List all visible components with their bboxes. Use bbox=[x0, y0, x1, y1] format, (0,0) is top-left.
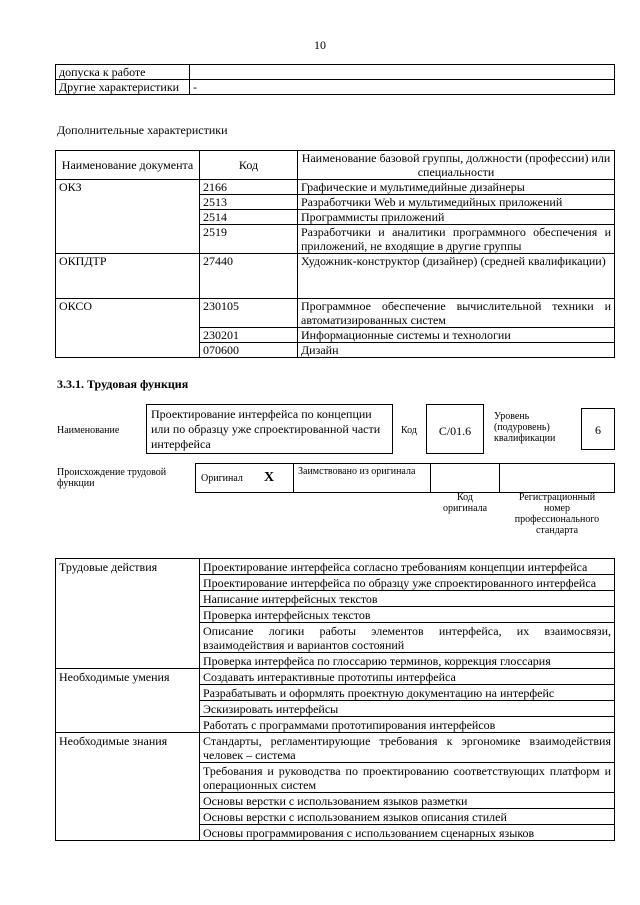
function-name: Проектирование интерфейса по концепции или по образцу уже спроектированной части интерфейса bbox=[151, 407, 381, 451]
details-table bbox=[55, 558, 615, 841]
table-row bbox=[56, 733, 615, 763]
table-row bbox=[56, 254, 615, 299]
table-row bbox=[56, 180, 615, 195]
original-mark: X bbox=[264, 470, 275, 485]
code-cell: 230105 bbox=[200, 299, 298, 328]
original-box bbox=[195, 463, 294, 493]
function-code-box bbox=[426, 404, 484, 454]
level-value: 6 bbox=[595, 423, 601, 437]
name-cell: Программное обеспечение вычислительной техники и автоматизированных систем bbox=[298, 299, 615, 328]
code-caption: Код оригинала bbox=[442, 492, 488, 514]
item-cell: Проверка интерфейсных текстов bbox=[200, 607, 615, 623]
code-label: Код bbox=[401, 425, 417, 436]
code-cell: 2514 bbox=[200, 210, 298, 225]
additional-title: Дополнительные характеристики bbox=[57, 123, 228, 137]
table-row bbox=[56, 65, 615, 80]
name-cell: Программисты приложений bbox=[298, 210, 615, 225]
category-cell: Необходимые умения bbox=[56, 669, 200, 733]
code-cell: 070600 bbox=[200, 343, 298, 358]
page-number: 10 bbox=[314, 38, 326, 52]
category-cell: Необходимые знания bbox=[56, 733, 200, 841]
item-cell: Работать с программами прототипирования интерфейсов bbox=[200, 717, 615, 733]
borrowed-box bbox=[293, 463, 431, 493]
item-cell: Проектирование интерфейса согласно требованиям концепции интерфейса bbox=[200, 559, 615, 575]
borrowed-label: Заимствовано из оригинала bbox=[298, 466, 416, 477]
doc-cell: ОКСО bbox=[56, 299, 200, 358]
doc-cell: ОКЗ bbox=[56, 180, 200, 254]
item-cell: Основы верстки с использованием языков разметки bbox=[200, 793, 615, 809]
table-row bbox=[56, 559, 615, 575]
item-cell: Стандарты, регламентирующие требования к эргономике взаимодействия человек – система bbox=[200, 733, 615, 763]
registration-caption: Регистрационный номер профессионального стандарта bbox=[514, 492, 600, 536]
section-title: 3.3.1. Трудовая функция bbox=[57, 377, 189, 391]
name-cell: Разработчики Web и мультимедийных приложений bbox=[298, 195, 615, 210]
name-cell: Художник-конструктор (дизайнер) (средней квалификации) bbox=[298, 254, 615, 299]
item-cell: Основы верстки с использованием языков описания стилей bbox=[200, 809, 615, 825]
original-label: Оригинал bbox=[201, 473, 243, 484]
item-cell: Описание логики работы элементов интерфейса, их взаимосвязи, взаимодействия и вариантов состояний bbox=[200, 623, 615, 653]
header-cell: Код bbox=[200, 151, 298, 180]
item-cell: Создавать интерактивные прототипы интерфейса bbox=[200, 669, 615, 685]
table-cell: Другие характеристики bbox=[56, 80, 190, 95]
code-cell: 2513 bbox=[200, 195, 298, 210]
function-name-box bbox=[146, 404, 393, 454]
table-row bbox=[56, 669, 615, 685]
table-row bbox=[56, 80, 615, 95]
table-row bbox=[56, 299, 615, 328]
item-cell: Проектирование интерфейса по образцу уже спроектированного интерфейса bbox=[200, 575, 615, 591]
function-code: C/01.6 bbox=[438, 424, 472, 438]
item-cell: Основы программирования с использованием сценарных языков bbox=[200, 825, 615, 841]
table-cell: - bbox=[190, 80, 615, 95]
item-cell: Эскизировать интерфейсы bbox=[200, 701, 615, 717]
name-cell: Графические и мультимедийные дизайнеры bbox=[298, 180, 615, 195]
name-label: Наименование bbox=[57, 425, 120, 436]
code-cell: 27440 bbox=[200, 254, 298, 299]
code-cell: 2519 bbox=[200, 225, 298, 254]
table-cell: допуска к работе bbox=[56, 65, 190, 80]
item-cell: Разрабатывать и оформлять проектную документацию на интерфейс bbox=[200, 685, 615, 701]
table-header-row bbox=[56, 151, 615, 180]
header-cell: Наименование базовой группы, должности (профессии) или специальности bbox=[298, 151, 615, 180]
name-cell: Дизайн bbox=[298, 343, 615, 358]
level-box bbox=[581, 408, 615, 450]
item-cell: Проверка интерфейса по глоссарию терминов, коррекция глоссария bbox=[200, 653, 615, 669]
item-cell: Написание интерфейсных текстов bbox=[200, 591, 615, 607]
header-cell: Наименование документа bbox=[56, 151, 200, 180]
top-table bbox=[55, 64, 615, 95]
registration-box bbox=[499, 463, 615, 493]
category-cell: Трудовые действия bbox=[56, 559, 200, 669]
code-cell: 230201 bbox=[200, 328, 298, 343]
name-cell: Информационные системы и технологии bbox=[298, 328, 615, 343]
level-label: Уровень (подуровень) квалификации bbox=[494, 411, 556, 444]
name-cell: Разработчики и аналитики программного обеспечения и приложений, не входящие в другие группы bbox=[298, 225, 615, 254]
additional-table bbox=[55, 150, 615, 358]
table-cell bbox=[190, 65, 615, 80]
origin-label: Происхождение трудовой функции bbox=[57, 467, 167, 489]
original-code-box bbox=[430, 463, 500, 493]
item-cell: Требования и руководства по проектированию соответствующих платформ и операционных систем bbox=[200, 763, 615, 793]
code-cell: 2166 bbox=[200, 180, 298, 195]
doc-cell: ОКПДТР bbox=[56, 254, 200, 299]
